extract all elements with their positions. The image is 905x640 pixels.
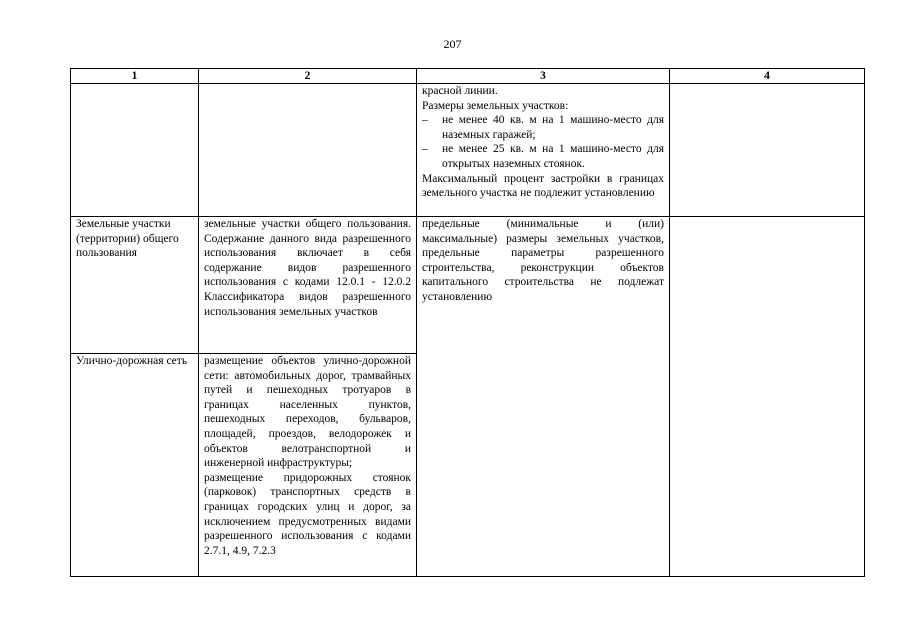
page-number: 207	[443, 37, 462, 51]
dash-bullet: –	[422, 114, 428, 127]
column-header-4: 4	[670, 69, 865, 84]
table-row-land-plots	[71, 217, 865, 354]
table-header-row	[71, 69, 865, 84]
column-header-1: 1	[71, 69, 199, 84]
regulations-table	[70, 68, 865, 577]
road-description-paragraph: размещение объектов улично-дорожной сети: автомобильных дорог, трамвайных путей и пешеходных тротуаров в границах населенных пунктов, пешеходных переходов, бульваров, площадей, проездов, велодорожек и объектов велотранспортной и инженерной инфраструктуры;	[204, 355, 411, 470]
cell-land-plots-notes	[670, 217, 865, 577]
cell-road-network-description	[199, 354, 417, 577]
parameter-text-red-line: красной линии.	[422, 85, 498, 97]
cell-road-network-name: Улично-дорожная сеть	[71, 354, 199, 577]
column-header-3: 3	[417, 69, 670, 84]
parameter-text-plot-sizes: Размеры земельных участков:	[422, 99, 569, 112]
list-item-text: не менее 40 кв. м на 1 машино-место для наземных гаражей;	[442, 114, 664, 141]
cell-continuation-description	[199, 84, 417, 217]
column-header-2: 2	[199, 69, 417, 84]
cell-land-plots-name: Земельные участки (территории) общего пользования	[71, 217, 199, 354]
cell-land-plots-description: земельные участки общего пользования. Содержание данного вида разрешенного использования включает в себя содержание видов разрешенного использования с кодами 12.0.1 - 12.0.2 Классификатора видов разрешенного использования земельных участков	[199, 217, 417, 354]
table-row-continuation	[71, 84, 865, 217]
list-item-text: не менее 25 кв. м на 1 машино-место для открытых наземных стоянок.	[442, 143, 664, 170]
cell-continuation-parameters	[417, 84, 670, 217]
dash-bullet: –	[422, 143, 428, 156]
cell-continuation-notes	[670, 84, 865, 217]
road-description-paragraph: размещение придорожных стоянок (парковок) транспортных средств в границах городских улиц и дорог, за исключением предусмотренных видами разрешенного использования с кодами 2.7.1, 4.9, 7.2.3	[204, 471, 411, 557]
cell-continuation-name	[71, 84, 199, 217]
parameter-text-build-percent: Максимальный процент застройки в границах земельного участка не подлежит установлению	[422, 172, 664, 200]
list-item	[422, 142, 664, 171]
cell-shared-parameters: предельные (минимальные и (или) максимальные) размеры земельных участков, предельные параметры разрешенного строительства, реконструкции объектов капитального строительства не подлежат установлению	[417, 217, 670, 577]
list-item	[422, 113, 664, 142]
